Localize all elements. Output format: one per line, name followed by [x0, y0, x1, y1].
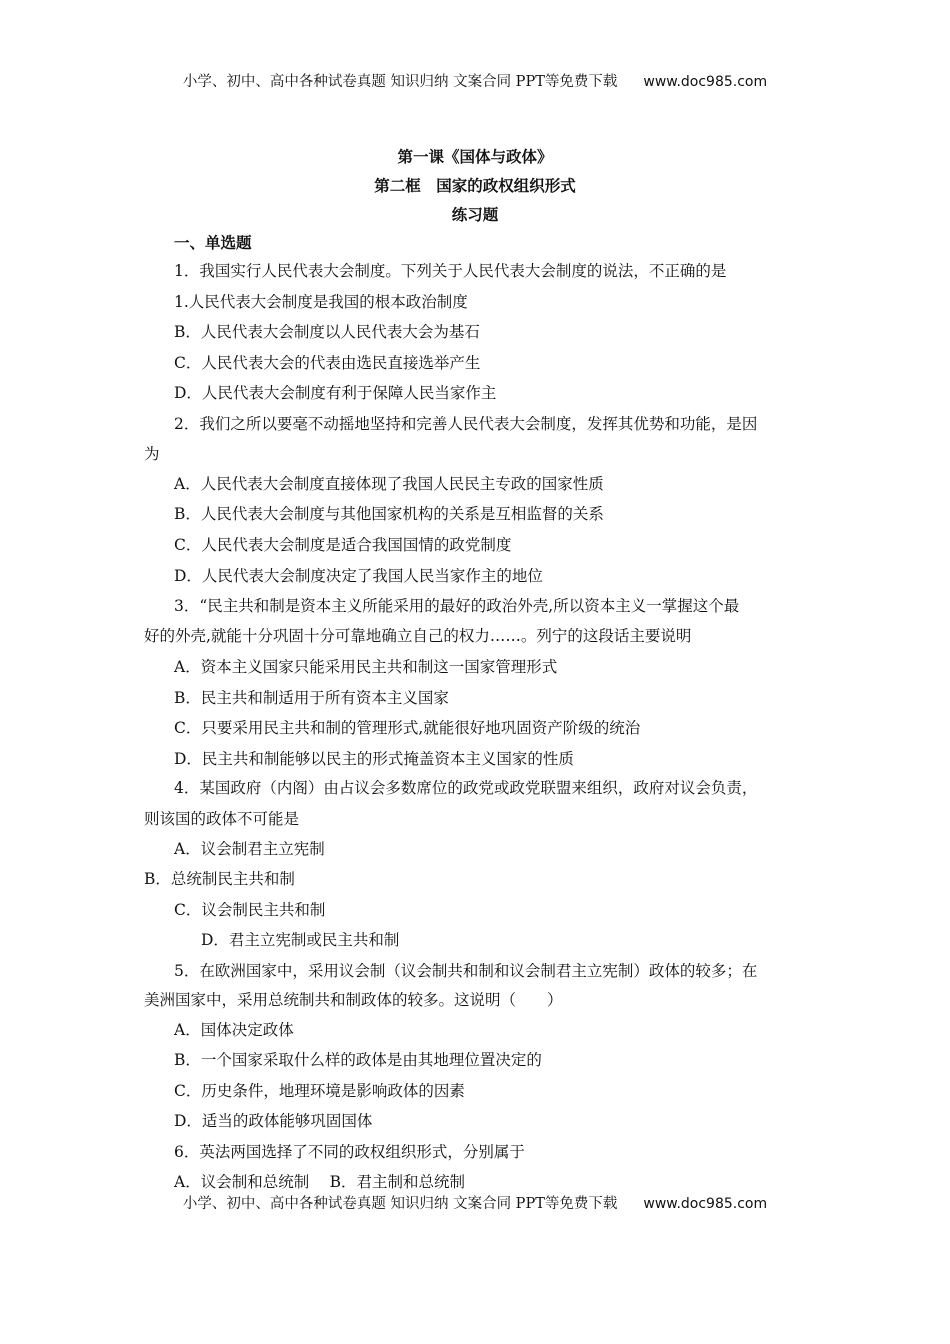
subtitle: 练习题: [451, 205, 499, 224]
question-4-stem: 4．某国政府（内阁）由占议会多数席位的政党或政党联盟来组织，政府对议会负责，: [174, 779, 758, 797]
question-1-option-c: C．人民代表大会的代表由选民直接选举产生: [174, 354, 481, 372]
question-2-stem: 2．我们之所以要毫不动摇地坚持和完善人民代表大会制度，发挥其优势和功能，是因: [174, 415, 758, 433]
footer-text: 小学、初中、高中各种试卷真题 知识归纳 文案合同 PPT等免费下载: [182, 1196, 618, 1212]
lesson-title: 第一课《国体与政体》: [397, 147, 553, 166]
question-1-option-a: 1.人民代表大会制度是我国的根本政治制度: [174, 293, 468, 311]
section-heading: 一、单选题: [174, 233, 252, 252]
question-1-option-d: D．人民代表大会制度有利于保障人民当家作主: [174, 384, 497, 402]
question-3-stem: 3．“民主共和制是资本主义所能采用的最好的政治外壳,所以资本主义一掌握这个最: [174, 597, 740, 615]
question-4-option-b: B．总统制民主共和制: [144, 870, 295, 888]
question-3-option-b: B．民主共和制适用于所有资本主义国家: [174, 689, 449, 707]
question-3-option-d: D．民主共和制能够以民主的形式掩盖资本主义国家的性质: [174, 750, 574, 768]
question-6-options: A．议会制和总统制 B．君主制和总统制: [174, 1173, 466, 1191]
page-header-top: [0, 70, 950, 91]
question-3-option-a: A．资本主义国家只能采用民主共和制这一国家管理形式: [174, 658, 558, 676]
question-5-option-a: A．国体决定政体: [174, 1021, 294, 1039]
header-site[interactable]: www.doc985.com: [643, 74, 768, 90]
header-text: 小学、初中、高中各种试卷真题 知识归纳 文案合同 PPT等免费下载: [182, 74, 618, 90]
question-4-option-c: C．议会制民主共和制: [174, 901, 326, 919]
question-4-stem-cont: 则该国的政体不可能是: [144, 810, 300, 828]
question-2-option-c: C．人民代表大会制度是适合我国国情的政党制度: [174, 536, 512, 554]
question-3-stem-cont: 好的外壳,就能十分巩固十分可靠地确立自己的权力……。列宁的这段话主要说明: [144, 627, 692, 645]
question-2-option-b: B．人民代表大会制度与其他国家机构的关系是互相监督的关系: [174, 505, 604, 523]
question-4-option-d: D．君主立宪制或民主共和制: [201, 931, 400, 949]
question-5-option-c: C．历史条件，地理环境是影响政体的因素: [174, 1082, 465, 1100]
question-2-option-a: A．人民代表大会制度直接体现了我国人民民主专政的国家性质: [174, 475, 604, 493]
footer-site[interactable]: www.doc985.com: [643, 1196, 768, 1212]
question-6-stem: 6．英法两国选择了不同的政权组织形式，分别属于: [174, 1143, 525, 1161]
question-5-option-d: D．适当的政体能够巩固国体: [174, 1112, 373, 1130]
question-5-stem-cont: 美洲国家中，采用总统制共和制政体的较多。这说明（ ）: [144, 991, 563, 1009]
question-2-option-d: D．人民代表大会制度决定了我国人民当家作主的地位: [174, 567, 543, 585]
question-3-option-c: C．只要采用民主共和制的管理形式,就能很好地巩固资产阶级的统治: [174, 719, 641, 737]
question-5-option-b: B．一个国家采取什么样的政体是由其地理位置决定的: [174, 1051, 542, 1069]
question-1-option-b: B．人民代表大会制度以人民代表大会为基石: [174, 323, 480, 341]
question-1-stem: 1．我国实行人民代表大会制度。下列关于人民代表大会制度的说法，不正确的是: [174, 262, 727, 280]
page-footer: [0, 1192, 950, 1213]
question-5-stem: 5．在欧洲国家中，采用议会制（议会制共和制和议会制君主立宪制）政体的较多；在: [174, 962, 758, 980]
question-4-option-a: A．议会制君主立宪制: [174, 840, 325, 858]
section-title: 第二框 国家的政权组织形式: [374, 176, 576, 195]
question-2-stem-cont: 为: [144, 445, 160, 463]
